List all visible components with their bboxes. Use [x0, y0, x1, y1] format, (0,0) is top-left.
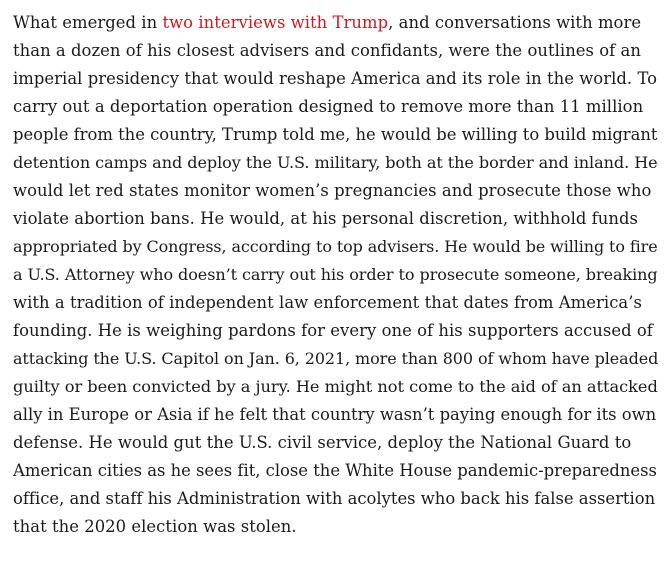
- paragraph-line: American cities as he sees fit, close the White House pandemic-preparedness: [13, 461, 657, 480]
- paragraph-line: appropriated by Congress, according to top advisers. He would be willing to fire: [13, 237, 658, 256]
- paragraph-line: a U.S. Attorney who doesn’t carry out his order to prosecute someone, breaking: [13, 265, 658, 284]
- interviews-link[interactable]: two interviews with Trump: [162, 13, 389, 32]
- paragraph-line: people from the country, Trump told me, he would be willing to build migrant: [13, 125, 658, 144]
- article-paragraph: [13, 9, 658, 541]
- line1-trail-text: , and conversations with more: [388, 13, 642, 32]
- paragraph-line: imperial presidency that would reshape America and its role in the world. To: [13, 69, 658, 88]
- paragraph-line: guilty or been convicted by a jury. He might not come to the aid of an attacked: [13, 377, 658, 396]
- paragraph-line: than a dozen of his closest advisers and confidants, were the outlines of an: [13, 41, 641, 60]
- paragraph-line-1: [13, 9, 658, 37]
- line1-lead-text: What emerged in: [13, 13, 163, 32]
- paragraph-line: violate abortion bans. He would, at his personal discretion, withhold funds: [13, 209, 639, 228]
- paragraph-line: founding. He is weighing pardons for every one of his supporters accused of: [13, 321, 653, 340]
- paragraph-line: office, and staff his Administration with acolytes who back his false assertion: [13, 489, 656, 508]
- paragraph-line: carry out a deportation operation designed to remove more than 11 million: [13, 97, 644, 116]
- paragraph-line: that the 2020 election was stolen.: [13, 517, 297, 536]
- paragraph-line: detention camps and deploy the U.S. military, both at the border and inland. He: [13, 153, 658, 172]
- paragraph-line: would let red states monitor women’s pregnancies and prosecute those who: [13, 181, 652, 200]
- paragraph-line: defense. He would gut the U.S. civil service, deploy the National Guard to: [13, 433, 632, 452]
- paragraph-line: attacking the U.S. Capitol on Jan. 6, 2021, more than 800 of whom have pleaded: [13, 349, 659, 368]
- paragraph-line: with a tradition of independent law enforcement that dates from America’s: [13, 293, 642, 312]
- paragraph-line: ally in Europe or Asia if he felt that country wasn’t paying enough for its own: [13, 405, 657, 424]
